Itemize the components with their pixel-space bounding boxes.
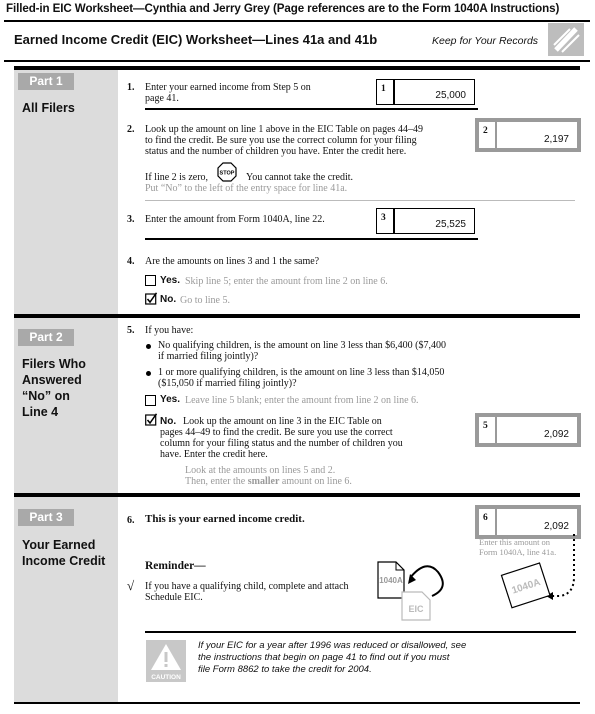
line4-yes-label: Yes. <box>160 275 181 286</box>
line1-value: 25,000 <box>435 90 466 101</box>
caution-text-2: the instructions that begin on page 41 to find out if you must <box>198 652 450 663</box>
reminder-text-1: If you have a qualifying child, complete and attach <box>145 581 349 592</box>
line4-no-note: Go to line 5. <box>180 295 230 306</box>
caution-icon <box>146 640 186 682</box>
line4-no-checkbox[interactable] <box>145 292 157 304</box>
part3-name-1: Your Earned <box>22 538 96 552</box>
line5-number: 5. <box>127 325 135 336</box>
part2-name-1: Filers Who <box>22 357 86 371</box>
line5-note-1: Look at the amounts on lines 5 and 2. <box>185 465 336 476</box>
keep-for-records: Keep for Your Records <box>432 35 539 47</box>
form3-label: 1040A <box>510 577 542 597</box>
caution-text-1: If your EIC for a year after 1996 was reduced or disallowed, see <box>198 640 467 651</box>
line2-text-1: Look up the amount on line 1 above in the EIC Table on pages 44–49 <box>145 124 423 135</box>
box-separator <box>393 209 395 233</box>
line6-enter-note-1: Enter this amount on <box>479 537 551 547</box>
reminder-title: Reminder— <box>145 560 206 572</box>
line3-value: 25,525 <box>435 219 466 230</box>
form-1040a-icon <box>500 562 554 610</box>
line4-yes-checkbox[interactable] <box>145 275 156 286</box>
line5-yes-label: Yes. <box>160 394 181 405</box>
line3-number: 3. <box>127 214 135 225</box>
line2-number: 2. <box>127 124 135 135</box>
part3-tag: Part 3 <box>18 509 74 526</box>
line6-box-number: 6 <box>483 513 488 523</box>
line1-text-2: page 41. <box>145 93 179 104</box>
page-title: Filled-in EIC Worksheet—Cynthia and Jerry Grey (Page references are to the Form 1040A Instructions) <box>6 2 560 15</box>
line2-zero-note: Put “No” to the left of the entry space for line 41a. <box>145 183 348 194</box>
reminder-check-icon: √ <box>127 578 135 593</box>
line5-yes-note: Leave line 5 blank; enter the amount from line 2 on line 6. <box>185 395 419 406</box>
line5-no-text-3: column for your filing status and the number of children you <box>160 438 403 449</box>
line4-text: Are the amounts on lines 3 and 1 the same? <box>145 256 320 267</box>
line5-no-text-1: Look up the amount on line 3 in the EIC Table on <box>183 416 382 427</box>
line1-number: 1. <box>127 82 135 93</box>
line2-rule <box>145 200 575 201</box>
line3-text: Enter the amount from Form 1040A, line 22. <box>145 214 325 225</box>
line5-intro: If you have: <box>145 325 194 336</box>
form2-label: EIC <box>408 604 424 614</box>
line3-entry-box[interactable] <box>376 208 475 234</box>
line3-rule <box>145 238 478 240</box>
line2-text-3: status and the number of children you have. Enter the credit here. <box>145 146 407 157</box>
box-separator <box>393 80 395 104</box>
line4-no-label: No. <box>160 294 177 305</box>
part2-tag: Part 2 <box>18 329 74 346</box>
line5-no-label: No. <box>160 416 177 427</box>
worksheet-title: Earned Income Credit (EIC) Worksheet—Lines 41a and 41b <box>14 32 378 47</box>
part1-tag: Part 1 <box>18 73 74 90</box>
line5-no-checkbox[interactable] <box>145 413 157 425</box>
line1-text-1: Enter your earned income from Step 5 on <box>145 82 311 93</box>
line6-value: 2,092 <box>543 521 569 532</box>
line5-bullet1-2: if married filing jointly)? <box>158 351 259 362</box>
line2-value: 2,197 <box>543 134 569 145</box>
box-separator <box>495 122 497 148</box>
part2-name-3: “No” on <box>22 389 70 403</box>
bottom-rule <box>14 702 580 704</box>
part3-name-2: Income Credit <box>22 554 106 568</box>
stop-sign-label: STOP <box>219 170 235 177</box>
line2-text-2: to find the credit. Be sure you use the correct column for your filing <box>145 135 417 146</box>
caution-rule <box>145 631 576 633</box>
pencil-icon <box>548 23 584 56</box>
line1-rule <box>145 108 478 110</box>
form-pair-icon <box>374 556 460 622</box>
bullet-2 <box>146 371 151 376</box>
line5-no-text-2: pages 44–49 to find the credit. Be sure you use the correct <box>160 427 393 438</box>
line4-yes-note: Skip line 5; enter the amount from line 2 on line 6. <box>185 276 388 287</box>
line2-entry-box[interactable] <box>475 118 581 152</box>
line6-text: This is your earned income credit. <box>145 513 305 525</box>
part1-name: All Filers <box>22 101 75 115</box>
line6-enter-note-2: Form 1040A, line 41a. <box>479 547 557 557</box>
line1-box-number: 1 <box>381 84 386 94</box>
line5-bullet1-1: No qualifying children, is the amount on line 3 less than $6,400 ($7,400 <box>158 340 447 351</box>
part2-name-4: Line 4 <box>22 405 59 419</box>
line2-box-number: 2 <box>483 126 488 136</box>
line2-zero-suffix: You cannot take the credit. <box>246 172 354 183</box>
stop-sign-icon <box>217 162 237 182</box>
line5-no-text-4: have. Enter the credit here. <box>160 449 268 460</box>
form1-label: 1040A <box>379 576 403 585</box>
line5-note-2: Then, enter the smaller amount on line 6. <box>185 476 352 487</box>
line5-bullet2-1: 1 or more qualifying children, is the amount on line 3 less than $14,050 <box>158 367 445 378</box>
line5-box-number: 5 <box>483 421 488 431</box>
line6-number: 6. <box>127 515 135 526</box>
reminder-text-2: Schedule EIC. <box>145 592 203 603</box>
line5-yes-checkbox[interactable] <box>145 395 156 406</box>
line5-entry-box[interactable] <box>475 413 581 447</box>
line1-entry-box[interactable] <box>376 79 475 105</box>
part2-name-2: Answered <box>22 373 82 387</box>
box-separator <box>495 417 497 443</box>
part3-sidebar <box>14 497 118 702</box>
line5-bullet2-2: ($15,050 if married filing jointly)? <box>158 378 297 389</box>
bullet-1 <box>146 344 151 349</box>
line2-zero-prefix: If line 2 is zero, <box>145 172 209 183</box>
caution-label: CAUTION <box>151 674 181 681</box>
line4-number: 4. <box>127 256 135 267</box>
line5-value: 2,092 <box>543 429 569 440</box>
caution-text-3: file Form 8862 to take the credit for 2004. <box>198 664 372 675</box>
line3-box-number: 3 <box>381 213 386 223</box>
